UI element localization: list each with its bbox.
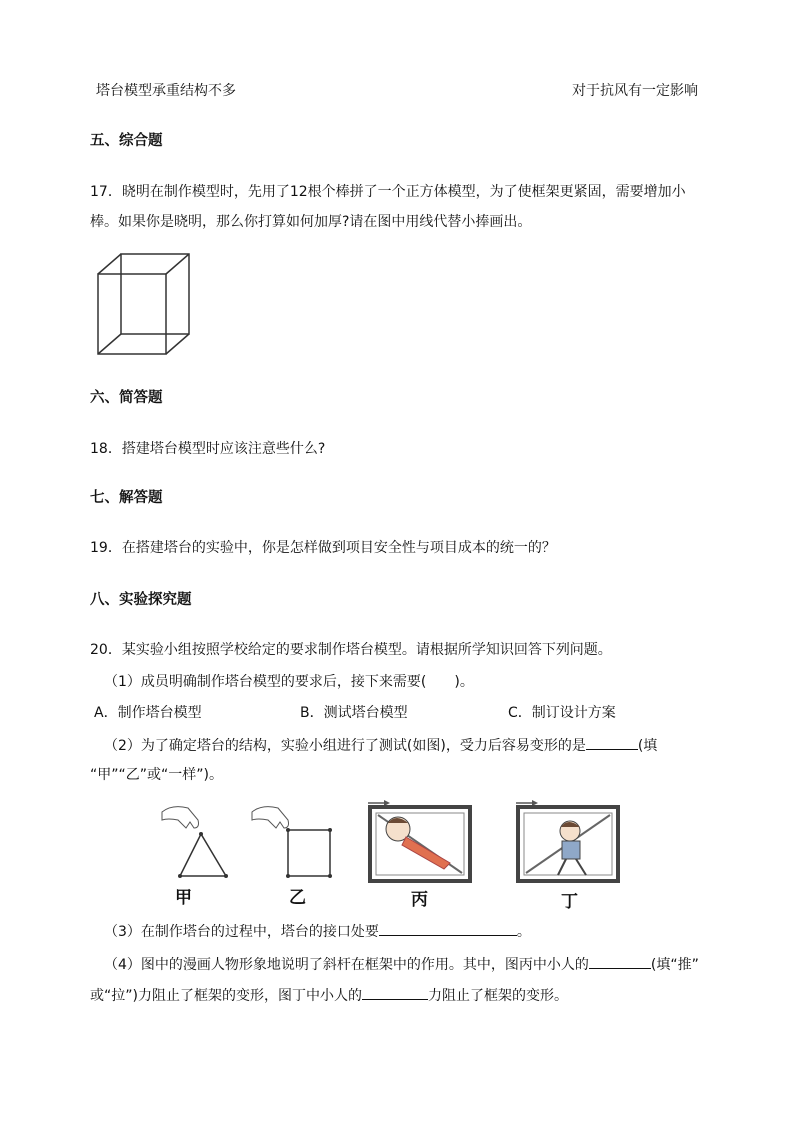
q20-part1: （1）成员明确制作塔台模型的要求后，接下来需要( )。 — [104, 674, 474, 690]
top-row-left: 塔台模型承重结构不多 — [96, 83, 236, 99]
section-heading-7: 七、解答题 — [90, 490, 163, 506]
q20-part4-line1 — [104, 954, 699, 974]
q20-part2-fill-hint: (填 — [637, 738, 658, 754]
top-row-right: 对于抗风有一定影响 — [572, 83, 698, 99]
q17-line1: 17．晓明在制作模型时，先用了12根个棒拼了一个正方体模型，为了使框架更紧固，需要增加小 — [90, 184, 686, 200]
frame-ding-figure — [510, 797, 620, 882]
figure-label-ding: 丁 — [561, 892, 578, 912]
option-a: A．制作塔台模型 — [94, 705, 202, 721]
q20-part4-end: 力阻止了框架的变形。 — [427, 988, 568, 1004]
option-b: B．测试塔台模型 — [300, 705, 408, 721]
q20-part3-text: （3）在制作塔台的过程中，塔台的接口处要 — [104, 924, 379, 940]
answer-blank-4b[interactable] — [362, 985, 428, 1000]
q20-part2-text: （2）为了确定塔台的结构，实验小组进行了测试(如图)，受力后容易变形的是 — [104, 738, 586, 754]
q20-part4-text: （4）图中的漫画人物形象地说明了斜杆在框架中的作用。其中，图丙中小人的 — [104, 957, 589, 973]
section-heading-6: 六、简答题 — [90, 390, 163, 406]
q18-text: 18．搭建塔台模型时应该注意些什么? — [90, 441, 326, 457]
cube-figure — [95, 250, 195, 360]
frame-bing-figure — [366, 797, 476, 882]
triangle-frame-figure — [160, 798, 240, 873]
q20-part2-line1 — [104, 735, 657, 755]
q20-part4-fill-hint: (填“推” — [650, 957, 699, 973]
answer-blank-2[interactable] — [586, 735, 638, 750]
q20-part2-line2: “甲”“乙”或“一样”)。 — [90, 767, 223, 783]
answer-blank-4a[interactable] — [589, 954, 651, 969]
q17-line2: 棒。如果你是晓明，那么你打算如何加厚?请在图中用线代替小捧画出。 — [90, 214, 532, 230]
q20-part3-end: 。 — [516, 924, 531, 940]
q20-part4-text2: 或“拉”)力阻止了框架的变形，图丁中小人的 — [90, 988, 362, 1004]
figure-label-bing: 丙 — [411, 890, 428, 910]
q20-part3-line — [104, 921, 531, 941]
q20-part4-line2 — [90, 985, 568, 1005]
square-frame-figure — [250, 798, 330, 878]
figure-label-yi: 乙 — [289, 888, 306, 908]
section-heading-8: 八、实验探究题 — [90, 592, 192, 608]
figure-label-jia: 甲 — [175, 888, 192, 908]
option-c: C．制订设计方案 — [508, 705, 616, 721]
section-heading-5: 五、综合题 — [90, 133, 163, 149]
pointing-hand-icon — [252, 807, 289, 828]
q20-stem: 20．某实验小组按照学校给定的要求制作塔台模型。请根据所学知识回答下列问题。 — [90, 642, 612, 658]
q19-text: 19．在搭建塔台的实验中，你是怎样做到项目安全性与项目成本的统一的？ — [90, 540, 556, 556]
answer-blank-3[interactable] — [379, 921, 517, 936]
pointing-hand-icon — [162, 807, 199, 828]
